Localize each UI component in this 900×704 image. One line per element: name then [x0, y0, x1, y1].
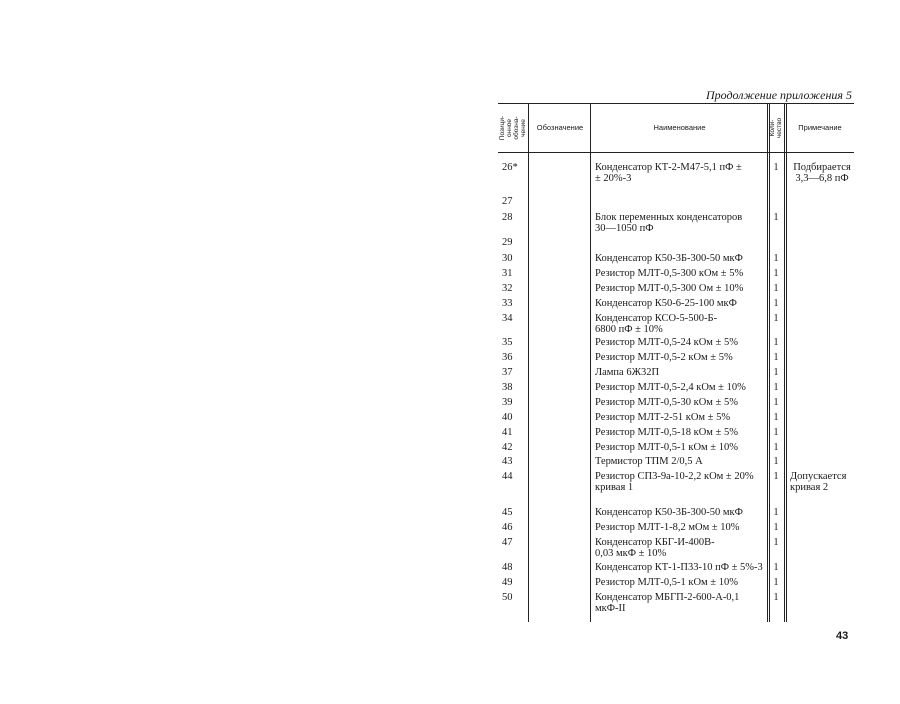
row-position: 47: [502, 537, 513, 548]
row-name: Резистор МЛТ-0,5-18 кОм ± 5%: [595, 427, 738, 438]
table-row: [498, 507, 854, 521]
header-note: Примечание: [798, 123, 842, 132]
row-name: Резистор МЛТ-0,5-24 кОм ± 5%: [595, 337, 738, 348]
row-name: Конденсатор К50-6-25-100 мкФ: [595, 298, 737, 309]
row-position: 46: [502, 522, 513, 533]
row-position: 50: [502, 592, 513, 603]
row-name: Лампа 6Ж32П: [595, 367, 660, 378]
table-row: [498, 298, 854, 312]
row-name: Резистор МЛТ-0,5-1 кОм ± 10%: [595, 577, 738, 588]
table-row: [498, 237, 854, 251]
row-name: Резистор МЛТ-0,5-30 кОм ± 5%: [595, 397, 738, 408]
row-note: Допускается кривая 2: [790, 471, 847, 493]
row-quantity: 1: [773, 337, 779, 348]
row-position: 31: [502, 268, 513, 279]
row-quantity: 1: [773, 456, 779, 467]
header-designation: Обозначение: [536, 123, 584, 132]
row-name: Резистор МЛТ-1-8,2 мОм ± 10%: [595, 522, 740, 533]
row-name: Блок переменных конденсаторов 30—1050 пФ: [595, 212, 743, 234]
row-quantity: 1: [773, 592, 779, 603]
row-name: Резистор МЛТ-0,5-2,4 кОм ± 10%: [595, 382, 746, 393]
row-quantity: 1: [773, 537, 779, 548]
row-position: 41: [502, 427, 513, 438]
row-name: Конденсатор К50-3Б-300-50 мкФ: [595, 253, 743, 264]
row-position: 43: [502, 456, 513, 467]
table-row: [498, 253, 854, 267]
row-quantity: 1: [773, 577, 779, 588]
table-row: [498, 442, 854, 456]
row-quantity: 1: [773, 471, 779, 482]
row-name: Резистор МЛТ-0,5-300 кОм ± 5%: [595, 268, 744, 279]
row-position: 39: [502, 397, 513, 408]
row-quantity: 1: [773, 283, 779, 294]
row-quantity: 1: [773, 442, 779, 453]
row-position: 38: [502, 382, 513, 393]
row-name: Резистор МЛТ-0,5-1 кОм ± 10%: [595, 442, 738, 453]
table-row: [498, 412, 854, 426]
header-quantity: Коли- чество: [769, 117, 784, 138]
row-name: Конденсатор МБГП-2-600-А-0,1 мкФ-II: [595, 592, 740, 614]
row-quantity: 1: [773, 522, 779, 533]
row-name: Конденсатор КСО-5-500-Б- 6800 пФ ± 10%: [595, 313, 718, 335]
row-name: Конденсатор КБГ-И-400В- 0,03 мкФ ± 10%: [595, 537, 715, 559]
table-row: [498, 537, 854, 559]
table-row: [498, 471, 854, 493]
row-quantity: 1: [773, 352, 779, 363]
row-position: 37: [502, 367, 513, 378]
row-position: 29: [502, 237, 513, 248]
page-heading: Продолжение приложения 5: [705, 88, 852, 102]
row-position: 32: [502, 283, 513, 294]
row-name: Резистор МЛТ-0,5-2 кОм ± 5%: [595, 352, 733, 363]
table-row: [498, 427, 854, 441]
row-quantity: 1: [773, 427, 779, 438]
row-quantity: 1: [773, 313, 779, 324]
row-position: 49: [502, 577, 513, 588]
table-row: [498, 382, 854, 396]
table-row: [498, 212, 854, 234]
row-name: Термистор ТПМ 2/0,5 А: [595, 456, 703, 467]
row-quantity: 1: [773, 412, 779, 423]
row-name: Резистор МЛТ-0,5-300 Ом ± 10%: [595, 283, 744, 294]
row-quantity: 1: [773, 562, 779, 573]
table-row: [498, 196, 854, 210]
row-position: 36: [502, 352, 513, 363]
table-row: [498, 337, 854, 351]
row-quantity: 1: [773, 367, 779, 378]
table-row: [498, 367, 854, 381]
header-name: Наименование: [653, 123, 706, 132]
row-position: 33: [502, 298, 513, 309]
row-position: 48: [502, 562, 513, 573]
row-position: 44: [502, 471, 513, 482]
table-row: [498, 522, 854, 536]
row-position: 35: [502, 337, 513, 348]
table-row: [498, 562, 854, 576]
page-number: 43: [836, 630, 849, 642]
row-quantity: 1: [773, 268, 779, 279]
table-row: [498, 592, 854, 614]
row-quantity: 1: [773, 253, 779, 264]
row-quantity: 1: [773, 507, 779, 518]
table-header-rule: [498, 152, 854, 153]
row-name: Резистор СП3-9а-10-2,2 кОм ± 20% кривая 1: [595, 471, 754, 493]
header-position: Позици- онное обозна- чение: [499, 115, 527, 140]
table-row: [498, 352, 854, 366]
row-position: 27: [502, 196, 513, 207]
row-quantity: 1: [773, 397, 779, 408]
row-name: Конденсатор КТ-2-М47-5,1 пФ ± ± 20%-3: [595, 162, 742, 184]
row-quantity: 1: [773, 212, 779, 223]
row-name: Конденсатор КТ-1-П33-10 пФ ± 5%-3: [595, 562, 763, 573]
row-quantity: 1: [773, 162, 779, 173]
table-row: [498, 162, 854, 184]
row-quantity: 1: [773, 298, 779, 309]
row-note: Подбирается 3,3—6,8 пФ: [793, 162, 851, 184]
row-position: 40: [502, 412, 513, 423]
table-row: [498, 313, 854, 335]
row-position: 28: [502, 212, 513, 223]
row-name: Резистор МЛТ-2-51 кОм ± 5%: [595, 412, 731, 423]
table-row: [498, 397, 854, 411]
table-row: [498, 456, 854, 470]
table-row: [498, 577, 854, 591]
table-row: [498, 268, 854, 282]
row-position: 34: [502, 313, 513, 324]
spec-table: [498, 103, 854, 622]
row-position: 30: [502, 253, 513, 264]
row-quantity: 1: [773, 382, 779, 393]
row-position: 42: [502, 442, 513, 453]
row-name: Конденсатор К50-3Б-300-50 мкФ: [595, 507, 743, 518]
table-row: [498, 283, 854, 297]
row-position: 26*: [502, 162, 518, 173]
row-position: 45: [502, 507, 513, 518]
